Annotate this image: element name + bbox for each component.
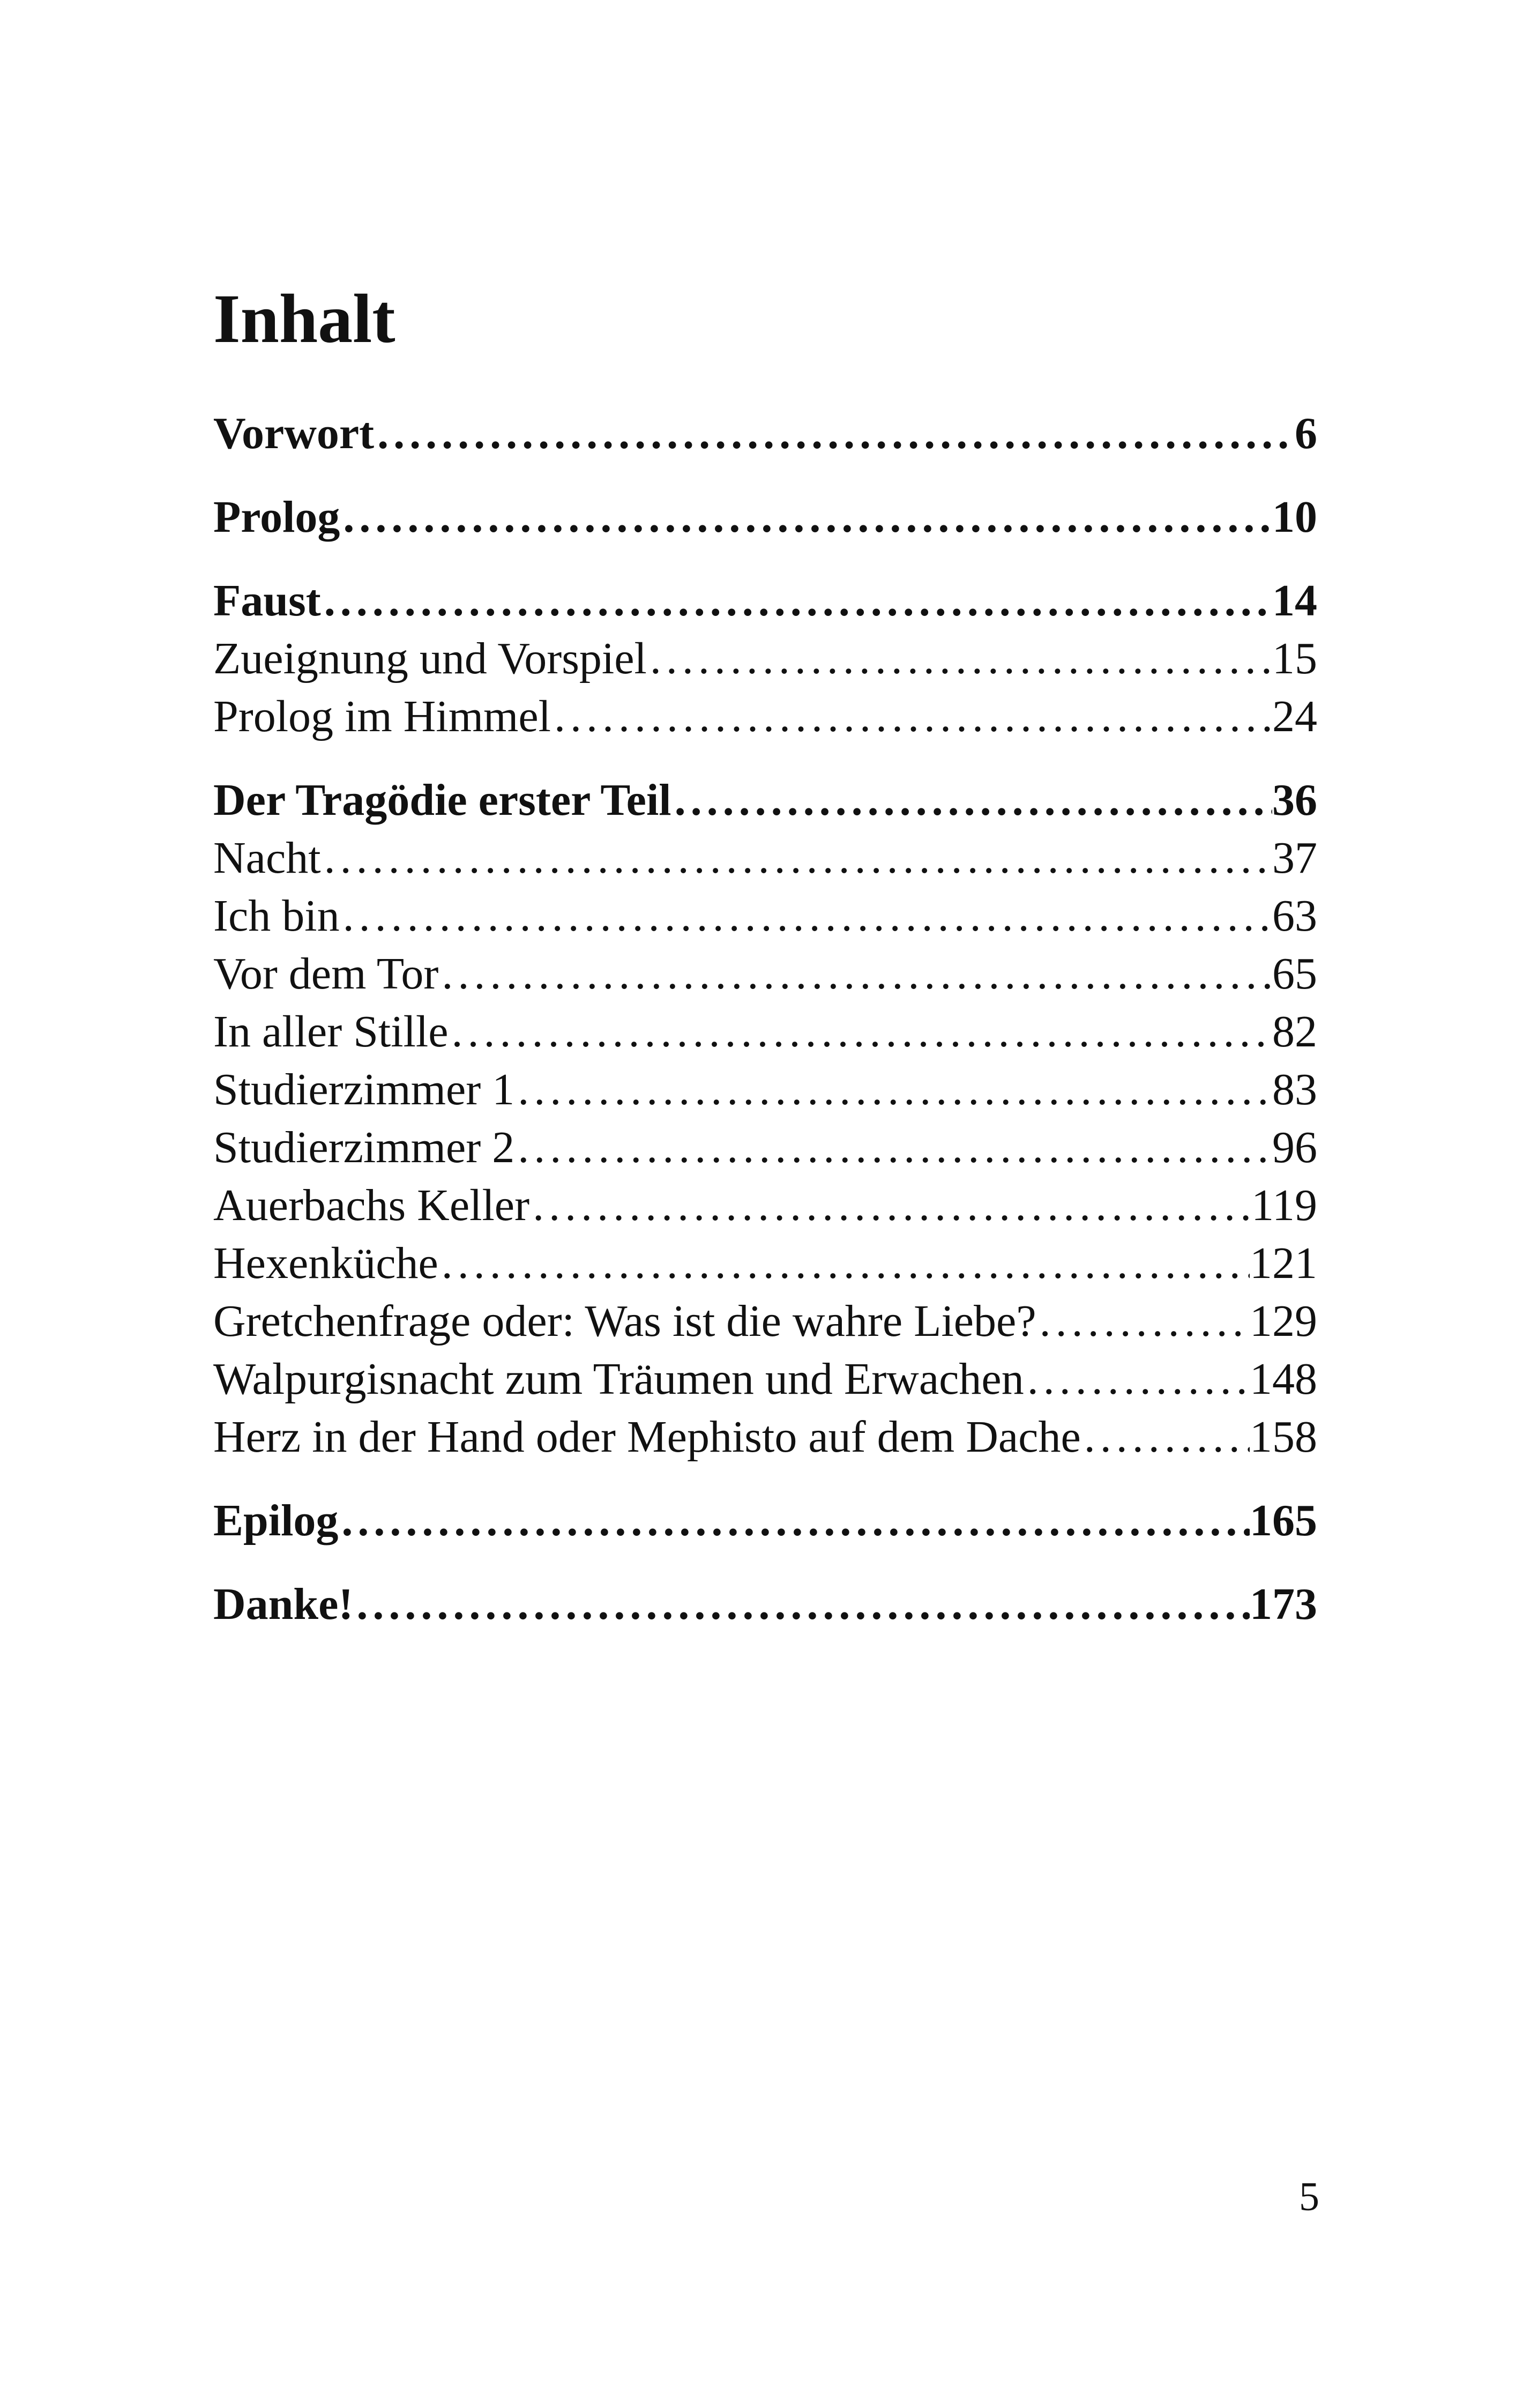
toc-entry-page: 24 xyxy=(1272,692,1317,741)
toc-entry-label: Studierzimmer 2 xyxy=(213,1123,515,1172)
toc-entry-page: 148 xyxy=(1250,1354,1317,1404)
toc-entry-page: 119 xyxy=(1251,1180,1317,1230)
toc-entry-label: Vorwort xyxy=(213,408,375,458)
dot-leader xyxy=(338,1492,1250,1550)
toc-entry-tragoedie-erster-teil xyxy=(213,771,1317,829)
toc-entry-page: 83 xyxy=(1272,1065,1317,1114)
toc-entry-page: 82 xyxy=(1272,1007,1317,1057)
toc-entry-ich-bin xyxy=(213,887,1317,945)
toc-entry-label: Prolog im Himmel xyxy=(213,692,551,741)
toc-entry-label: Herz in der Hand oder Mephisto auf dem Dache xyxy=(213,1412,1081,1462)
dot-leader xyxy=(340,887,1272,945)
toc-entry-label: Der Tragödie erster Teil xyxy=(213,775,671,825)
toc-entry-label: Auerbachs Keller xyxy=(213,1180,530,1230)
toc-entry-label: Danke! xyxy=(213,1579,354,1629)
toc-entry-label: Ich bin xyxy=(213,891,340,941)
toc-entry-page: 173 xyxy=(1250,1579,1317,1629)
toc-entry-epilog xyxy=(213,1492,1317,1550)
toc-entry-label: Studierzimmer 1 xyxy=(213,1065,515,1114)
toc-entry-page: 158 xyxy=(1250,1412,1317,1462)
toc-entry-hexenkueche xyxy=(213,1235,1317,1292)
page-number: 5 xyxy=(1299,2174,1319,2219)
toc-entry-vorwort xyxy=(213,405,1317,463)
dot-leader xyxy=(1036,1292,1250,1350)
toc-entry-page: 65 xyxy=(1272,949,1317,999)
toc-entry-page: 10 xyxy=(1272,492,1317,542)
dot-leader xyxy=(449,1003,1272,1061)
toc-entry-zueignung xyxy=(213,630,1317,688)
toc-entry-page: 63 xyxy=(1272,891,1317,941)
dot-leader xyxy=(321,572,1272,630)
toc-entry-herz-in-der-hand xyxy=(213,1408,1317,1466)
toc-entry-page: 15 xyxy=(1272,634,1317,683)
toc-entry-page: 14 xyxy=(1272,576,1317,626)
toc-entry-walpurgisnacht xyxy=(213,1350,1317,1408)
toc-entry-page: 36 xyxy=(1272,775,1317,825)
dot-leader xyxy=(529,1177,1251,1235)
toc-entry-page: 121 xyxy=(1250,1238,1317,1288)
toc-entry-label: Nacht xyxy=(213,833,321,883)
toc-entry-studierzimmer-2 xyxy=(213,1119,1317,1177)
toc-entry-prolog xyxy=(213,488,1317,546)
dot-leader xyxy=(321,829,1272,887)
dot-leader xyxy=(551,688,1272,746)
toc-entry-label: Faust xyxy=(213,576,321,626)
page-title: Inhalt xyxy=(213,280,395,358)
dot-leader xyxy=(353,1575,1250,1633)
toc-entry-studierzimmer-1 xyxy=(213,1061,1317,1119)
toc-entry-label: Gretchenfrage oder: Was ist die wahre Liebe? xyxy=(213,1296,1036,1346)
toc-entry-nacht xyxy=(213,829,1317,887)
dot-leader xyxy=(340,488,1272,546)
toc-entry-label: Zueignung und Vorspiel xyxy=(213,634,647,683)
toc-entry-danke xyxy=(213,1575,1317,1633)
toc-entry-page: 96 xyxy=(1272,1123,1317,1172)
dot-leader xyxy=(438,1235,1250,1292)
toc-entry-label: Vor dem Tor xyxy=(213,949,439,999)
toc-entry-label: In aller Stille xyxy=(213,1007,449,1057)
dot-leader xyxy=(374,405,1295,463)
toc-entry-label: Prolog xyxy=(213,492,340,542)
toc-entry-label: Hexenküche xyxy=(213,1238,438,1288)
toc-entry-page: 165 xyxy=(1250,1496,1317,1545)
toc-entry-gretchenfrage xyxy=(213,1292,1317,1350)
toc-entry-auerbachs-keller xyxy=(213,1177,1317,1235)
dot-leader xyxy=(647,630,1272,688)
dot-leader xyxy=(438,945,1272,1003)
dot-leader xyxy=(514,1119,1272,1177)
toc-entry-page: 37 xyxy=(1272,833,1317,883)
toc-entry-page: 6 xyxy=(1295,408,1317,458)
dot-leader xyxy=(1024,1350,1250,1408)
toc-entry-prolog-im-himmel xyxy=(213,688,1317,746)
toc-entry-vor-dem-tor xyxy=(213,945,1317,1003)
toc-entry-page: 129 xyxy=(1250,1296,1317,1346)
dot-leader xyxy=(514,1061,1272,1119)
toc-entry-label: Walpurgisnacht zum Träumen und Erwachen xyxy=(213,1354,1024,1404)
dot-leader xyxy=(671,771,1272,829)
toc-entry-faust xyxy=(213,572,1317,630)
toc-entry-label: Epilog xyxy=(213,1496,339,1545)
table-of-contents xyxy=(213,405,1317,1633)
toc-entry-in-aller-stille xyxy=(213,1003,1317,1061)
dot-leader xyxy=(1081,1408,1250,1466)
